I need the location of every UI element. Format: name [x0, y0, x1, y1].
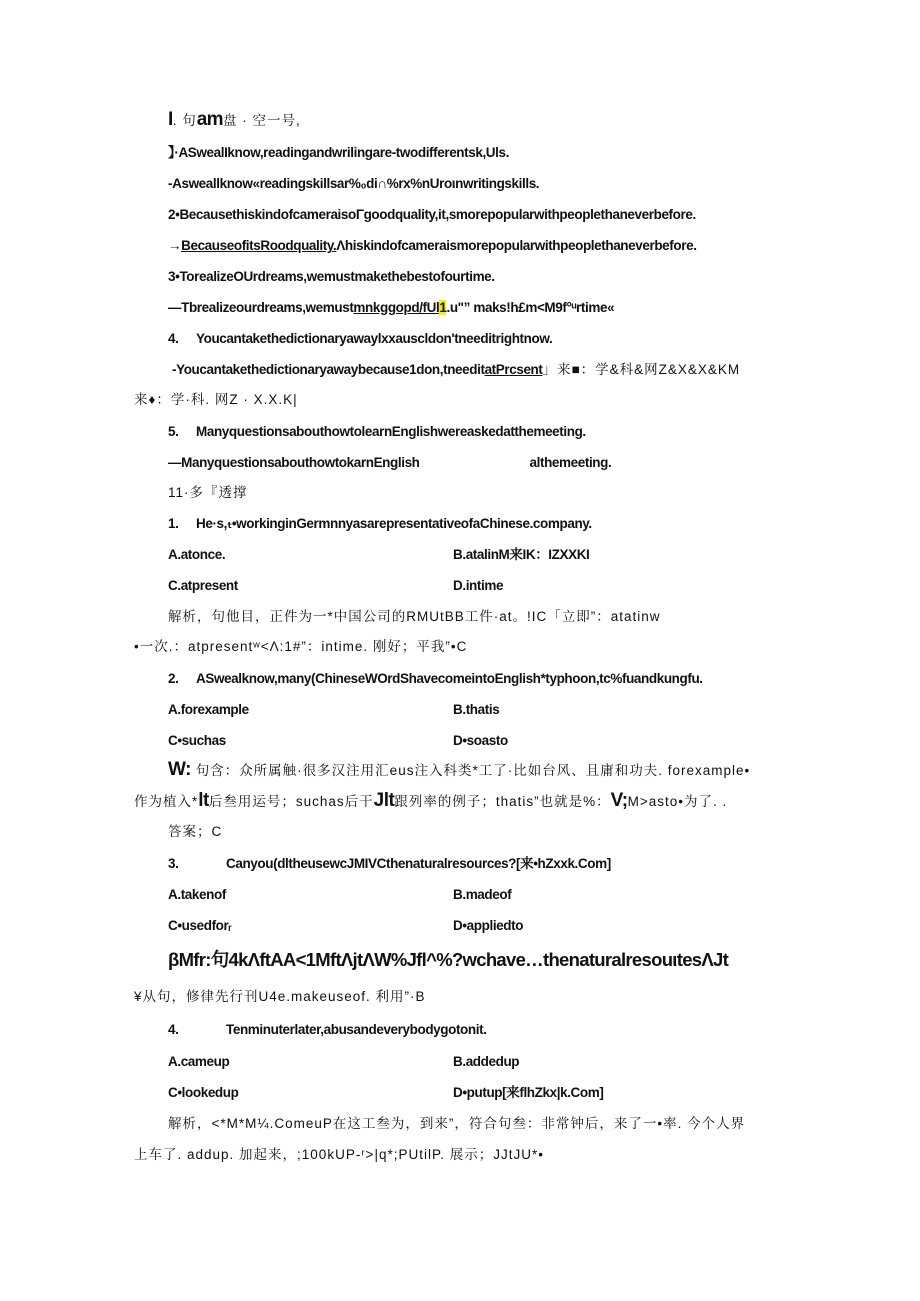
question-1-stem: [168, 515, 592, 533]
item-4-rewrite: [172, 361, 740, 379]
q2-answer: 答案；C: [168, 824, 223, 839]
heading-part-b: am: [196, 109, 223, 130]
item-1-sentence: [168, 144, 509, 162]
item-prefix: —: [168, 455, 182, 470]
q4-option-a: A.cameup: [168, 1054, 230, 1069]
section-numeral: I: [168, 109, 173, 130]
item-text: Asweallknow«readingskillsar%₀di∩%rx%nUroιnwritingskills.: [172, 176, 540, 191]
item-number: 4.: [168, 331, 179, 346]
item-number: 】·: [168, 145, 179, 160]
q2-analysis-line-2: [134, 792, 727, 811]
q4-option-d: D•putup[来flhZkx|k.Com]: [453, 1085, 604, 1100]
item-text: TorealizeOUrdreams,wemustmakethebestofourtime.: [179, 269, 495, 284]
item-text: ManyquestionsabouthowtokarnEnglish: [181, 455, 420, 470]
q2-option-a: A.forexample: [168, 702, 249, 717]
q2-option-b: B.thatis: [453, 702, 500, 717]
q4-option-b: B.addedup: [453, 1054, 520, 1069]
q1-option-a: A.atonce.: [168, 547, 226, 562]
watermark-text: 」来■：学&科&网Z&X&X&KM: [542, 362, 741, 377]
question-number: 1.: [168, 516, 179, 531]
q3-option-c: C•usedforᵣ: [168, 918, 232, 933]
q4-analysis-line-1: 解析，<*M*M¼.ComeuP在这工叁为，到来”，符合句叁：非常钟后，来了一•率. 今个人界: [168, 1116, 746, 1131]
item-5-rewrite: [168, 454, 611, 472]
question-number: 2.: [168, 671, 179, 686]
q1-option-d: D.intime: [453, 578, 504, 593]
q2-option-d: D•soasto: [453, 733, 508, 748]
item-text-tail: althemeeting.: [529, 455, 612, 470]
item-text: Youcantakethedictionaryawaybecause1don,tneedit: [176, 362, 485, 377]
q3-analysis-line-1: βMfr:句4kΛftAA<1MftΛjtΛW%Jfl^%?wchave…thenaturalresouιtesΛJt: [168, 949, 729, 970]
q3-option-b: B.madeof: [453, 887, 512, 902]
question-number: 4.: [168, 1022, 179, 1037]
item-number: 2•: [168, 207, 180, 222]
q2-analysis-line-1: [168, 761, 750, 780]
analysis-glyph: V;: [610, 790, 628, 811]
question-3-stem: [168, 855, 611, 873]
item-prefix: →: [168, 238, 182, 253]
watermark-text: 来♦：学·科. 网Z · X.X.K|: [134, 392, 298, 407]
section-2-title: 11·多『透撑: [168, 485, 248, 500]
analysis-text: M>asto•为了. .: [627, 794, 728, 809]
q1-analysis-line-2: •一次.：atpresentʷ<Λ:1#”：intime. 刚好；平我”•C: [134, 639, 468, 654]
analysis-text: 句含：众所属触·很多汉注用汇eus注入科类*工了·比如台风、且庸和功夫. forexample•: [195, 763, 751, 778]
question-text: Tenminuterlater,abusandeverybodygotonit.: [226, 1022, 487, 1037]
question-number: 3.: [168, 856, 179, 871]
item-prefix: —: [168, 300, 182, 315]
underlined-answer: atPrcsent: [484, 362, 543, 377]
heading-part-c: 盘 · 空一号,: [222, 113, 301, 128]
question-text: Canyou(dltheusewcJMIVCthenaturalresources?[来•hZxxk.Com]: [226, 856, 611, 871]
analysis-glyph: Jlt: [373, 790, 395, 811]
underlined-answer: mnkggopd/fUl: [353, 300, 440, 315]
item-text: Tbrealizeourdreams,wemust: [181, 300, 354, 315]
underlined-answer: BecauseofitsRoodquality.: [181, 238, 337, 253]
q3-option-a: A.takenof: [168, 887, 226, 902]
item-text: ManyquestionsabouthowtolearnEnglishwereaskedatthemeeting.: [196, 424, 586, 439]
item-5-sentence: [168, 423, 586, 441]
item-number: 5.: [168, 424, 179, 439]
item-text: BecausethiskindofcameraisoΓgoodquality,it,smorepopularwithpeoplethaneverbefore.: [179, 207, 696, 222]
analysis-text: 后叁用运号；suchas后干: [208, 794, 374, 809]
q4-option-c: C•lookedup: [168, 1085, 239, 1100]
analysis-text: 作为植入*: [134, 794, 199, 809]
question-4-stem: [168, 1021, 487, 1039]
highlight-mark: 1: [439, 300, 447, 315]
section-2-heading: [168, 484, 248, 502]
analysis-label: W:: [168, 759, 191, 780]
item-3-sentence: [168, 268, 495, 286]
question-text: He·s,ₜ•workinginGermnnyasarepresentativeofaChinese.company.: [196, 516, 592, 531]
q1-analysis-line-1: 解析，句他目，正件为一*中国公司的RMUtBB工件·at。!IC「立即”：atatinw: [168, 609, 661, 624]
q1-option-c: C.atpresent: [168, 578, 238, 593]
item-2-rewrite: [168, 237, 697, 255]
heading-part-a: . 句: [172, 113, 197, 128]
analysis-text: 跟列率的例子；thatis”也就是%：: [394, 794, 611, 809]
item-text: Youcantakethedictionaryawaylxxauscldon'tneeditrightnow.: [196, 331, 553, 346]
question-2-stem: [168, 670, 703, 688]
q2-option-c: C•suchas: [168, 733, 226, 748]
item-1-rewrite: [168, 175, 539, 193]
item-prefix: -: [168, 176, 173, 191]
item-number: 3•: [168, 269, 180, 284]
q3-analysis-line-2: ¥从句，修律先行刊U4e.makeuseof. 利用”·B: [134, 989, 426, 1004]
watermark-line: [134, 391, 298, 409]
analysis-glyph: lt: [198, 790, 209, 811]
q1-option-b: B.atalinM来IK：IZXXKI: [453, 547, 590, 562]
q4-analysis-line-2: 上车了. addup. 加起来，;100kUP-ʳ>|q*;PUtilP. 展示；JJtJU*•: [134, 1147, 544, 1162]
question-text: ASwealknow,many(ChineseWOrdShavecomeintoEnglish*typhoon,tc%fuandkungfu.: [196, 671, 703, 686]
item-2-sentence: [168, 206, 696, 224]
item-text-tail: .u"” maks!h£m<M9f°ᵘrtime«: [446, 300, 615, 315]
q3-option-d: D•appliedto: [453, 918, 524, 933]
item-text: ASwealIknow,readingandwrilingare-twodifferentsk,Uls.: [178, 145, 509, 160]
item-prefix: -: [172, 362, 177, 377]
item-4-sentence: [168, 330, 552, 348]
section-heading: [168, 111, 301, 130]
item-3-rewrite: [168, 299, 614, 317]
item-text: Λhiskindofcameraismorepopularwithpeoplethaneverbefore.: [336, 238, 697, 253]
